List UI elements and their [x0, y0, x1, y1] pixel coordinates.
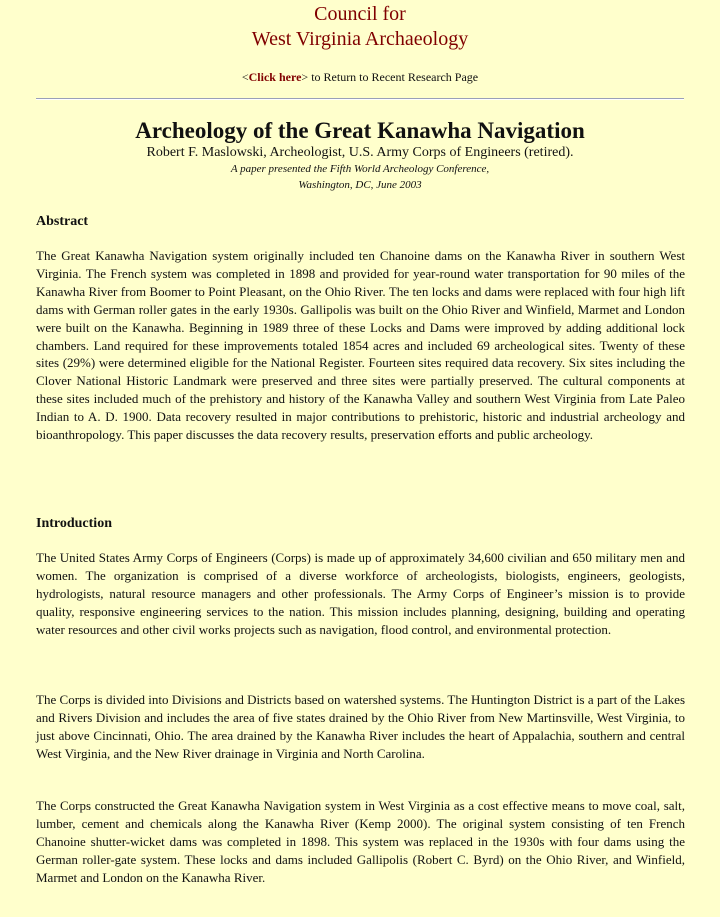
- abstract-heading-block: [36, 213, 685, 231]
- intro-heading-block: [36, 515, 685, 533]
- intro-heading: Introduction: [36, 516, 112, 531]
- intro-paragraph-1: The United States Army Corps of Engineers (Corps) is made up of approximately 34,600 civilian and 650 military men and women. The organization is comprised of a diverse workforce of archeologists, biologists, engineers, geologists, hydrologists, natural resource managers and other professionals. The Army Corps of Engineer’s mission is to provide quality, responsive engineering services to the nation. This mission includes planning, designing, building and operating water resources and other civil works projects such as navigation, flood control, and environmental protection.: [36, 550, 685, 637]
- intro-paragraph-2: The Corps is divided into Divisions and Districts based on watershed systems. The Huntington District is a part of the Lakes and Rivers Division and includes the area of five states drained by the Ohio River from New Martinsville, West Virginia, to just above Cincinnati, Ohio. The area drained by the Kanawha River includes the heart of Appalachia, southern and central West Virginia, and the New River drainage in Virginia and North Carolina.: [36, 692, 685, 761]
- intro-p2-block: [36, 691, 685, 763]
- conference-line1: A paper presented the Fifth World Archeology Conference,: [230, 163, 490, 175]
- return-line: [0, 70, 720, 84]
- site-title-line2: West Virginia Archaeology: [251, 28, 469, 50]
- site-title-line1: Council for: [314, 3, 406, 25]
- return-open: <: [241, 70, 249, 84]
- abstract-heading: Abstract: [36, 214, 89, 229]
- intro-p3-block: [36, 797, 685, 887]
- site-header: [0, 0, 720, 84]
- abstract-text: The Great Kanawha Navigation system originally included ten Chanoine dams on the Kanawha River in southern West Virginia. The French system was completed in 1898 and provided for year-round water transportation for 90 miles of the Kanawha River from Boomer to Point Pleasant, on the Ohio River. The ten locks and dams were replaced with four high lift dams with German roller gates in the early 1930s. Gallipolis was built on the Ohio River and Winfield, Marmet and London were built on the Kanawha. Beginning in 1989 three of these Locks and Dams were improved by adding additional lock chambers. Land required for these improvements totaled 1854 acres and included 69 archeological sites. Twenty of these sites (29%) were determined eligible for the National Register. Fourteen sites required data recovery. Six sites including the Clover National Historic Landmark were preserved and three sites were partially preserved. The cultural components at these sites included much of the prehistory and history of the Kanawha Valley and southern West Virginia from Late Paleo Indian to A. D. 1900. Data recovery resulted in major contributions to prehistoric, historic and industrial archeology and bioanthropology. This paper discusses the data recovery results, preservation efforts and public archeology.: [36, 248, 685, 443]
- intro-p1-block: [36, 549, 685, 639]
- divider: [36, 98, 684, 100]
- abstract-block: [36, 247, 685, 444]
- site-title: [0, 0, 720, 52]
- conference-line2: Washington, DC, June 2003: [298, 179, 422, 191]
- intro-paragraph-3: The Corps constructed the Great Kanawha Navigation system in West Virginia as a cost effective means to move coal, salt, lumber, cement and chemicals along the Kanawha River (Kemp 2000). The original system consisting of ten French Chanoine shutter-wicket dams was completed in 1898. This system was replaced in the 1930s with four dams using the German roller-gate system. These locks and dams included Gallipolis (Robert C. Byrd) on the Ohio River, and Winfield, Marmet and London on the Kanawha River.: [36, 798, 685, 885]
- article-author: Robert F. Maslowski, Archeologist, U.S. Army Corps of Engineers (retired).: [146, 145, 574, 160]
- return-link[interactable]: Click here: [248, 70, 302, 84]
- article-header: [0, 118, 720, 193]
- article-title: Archeology of the Great Kanawha Navigation: [135, 118, 585, 143]
- return-close: > to Return to Recent Research Page: [301, 70, 479, 84]
